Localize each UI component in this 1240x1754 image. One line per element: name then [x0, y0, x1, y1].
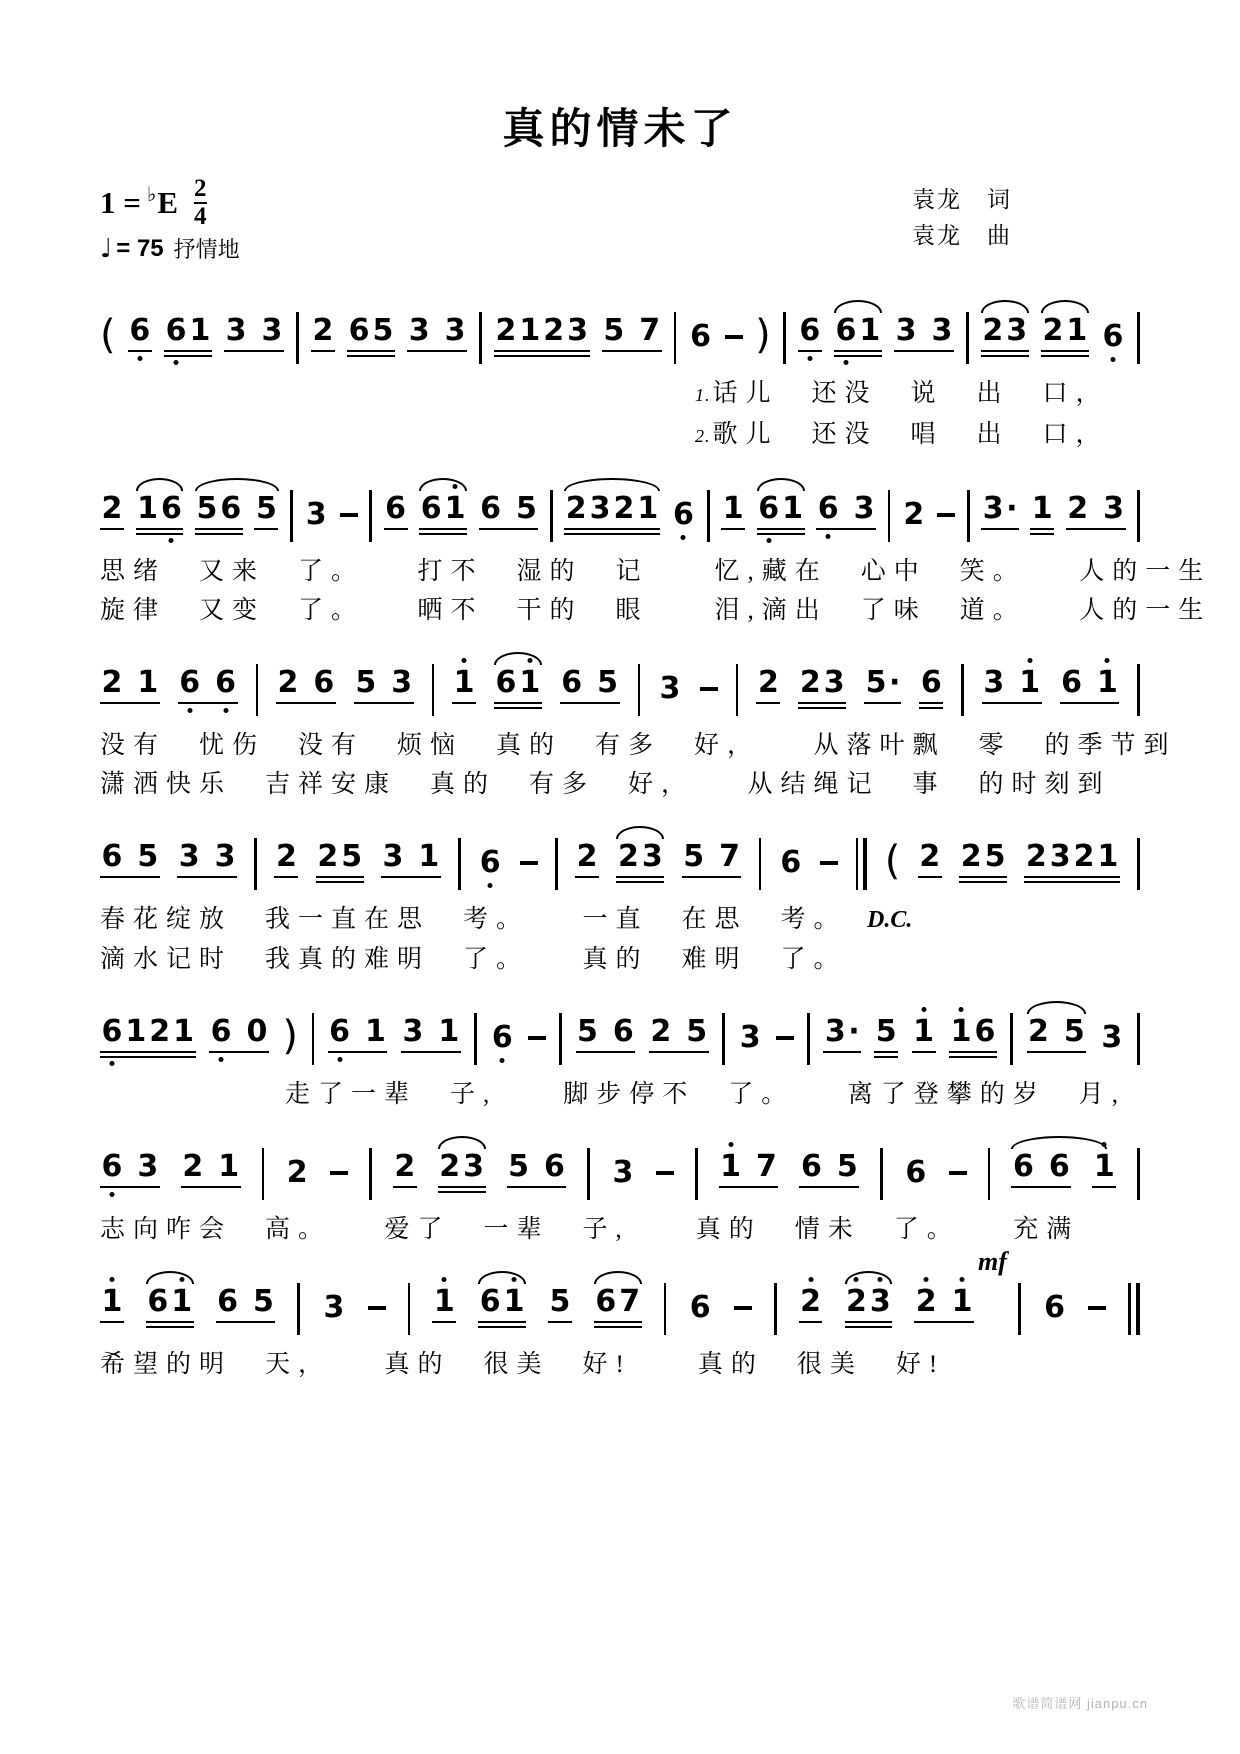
note-group: 2 5 — [959, 842, 1007, 878]
note-group: 3 3 — [407, 316, 467, 352]
note-group: 6 1 — [834, 316, 882, 352]
note-group: 6 — [780, 845, 802, 880]
note-group: 6 1 — [164, 316, 212, 352]
note-group: 1 — [912, 1017, 936, 1053]
barline — [559, 1013, 562, 1065]
dash-note — [520, 861, 538, 866]
note-group: 1 — [452, 668, 476, 704]
note-group: 2 5 — [1027, 1017, 1087, 1053]
barline — [759, 838, 762, 890]
da-capo-mark: D.C. — [867, 907, 913, 933]
note-group: 5 6 — [195, 494, 243, 530]
barline — [369, 1148, 372, 1200]
note-group: 5 — [548, 1287, 572, 1323]
barline — [555, 838, 558, 890]
note-group: 3 3 — [224, 316, 284, 352]
note-group: 1 — [1030, 494, 1054, 530]
lyrics-row: 走了一辈 子, 脚步停不 了。 离了登攀的岁 月, — [285, 1081, 1127, 1108]
note-group: 6 — [384, 494, 408, 530]
lyrics-row: 潇洒快乐 吉祥安康 真的 有多 好， 从结绳记 事 的时刻到 — [100, 771, 1111, 798]
note-group: 2 1 — [100, 668, 160, 704]
tempo-marking — [100, 233, 240, 264]
note-group: 3 — [323, 1290, 345, 1325]
note-group: 6 — [905, 1155, 927, 1190]
note-group: 6 5 — [799, 1152, 859, 1188]
note-group: 6 3 — [100, 1152, 160, 1188]
note-group: 6 — [479, 845, 501, 880]
barline — [432, 664, 435, 716]
note-group: 6 5 — [479, 494, 539, 530]
barline — [474, 1013, 477, 1065]
lyrics-row: 春花绽放 我一直在思 考。 一直 在思 考。 D.C. — [100, 906, 913, 933]
note-group: 3 — [739, 1020, 761, 1055]
note-group: 2 3 — [845, 1287, 893, 1323]
barline — [369, 490, 372, 542]
barline — [774, 1283, 777, 1335]
dash-note — [368, 1306, 386, 1311]
final-barline — [856, 838, 868, 890]
lyrics-row: 1.话儿 还没 说 出 口， — [695, 380, 1109, 407]
barline — [967, 490, 970, 542]
note-group: 3 1 — [381, 842, 441, 878]
barline — [1137, 664, 1140, 716]
note-group: 3 · — [981, 494, 1018, 530]
key-signature — [100, 176, 240, 229]
note-group: 6 — [690, 319, 712, 354]
note-group: 2 — [575, 842, 599, 878]
note-group: 5 7 — [602, 316, 662, 352]
note-group: 1 — [100, 1287, 124, 1323]
note-group: 6 6 — [1011, 1152, 1071, 1188]
note-group: 1 6 — [136, 494, 184, 530]
barline — [312, 1013, 315, 1065]
notes-row — [100, 662, 1140, 704]
note-group: 6 1 — [419, 494, 467, 530]
barline — [1137, 838, 1140, 890]
dash-note — [528, 1036, 546, 1041]
note-group: 2 — [286, 1155, 308, 1190]
note-group: 2 1 — [1041, 316, 1089, 352]
time-numerator: 2 — [194, 175, 207, 202]
note-group: 2 — [918, 842, 942, 878]
note-group: 6 1 — [478, 1287, 526, 1323]
note-group: 6 — [491, 1020, 513, 1055]
lyrics-row: 2.歌儿 还没 唱 出 口， — [695, 421, 1109, 448]
lyrics-row: 滴水记时 我真的难明 了。 真的 难明 了。 — [100, 946, 847, 973]
barline — [695, 1148, 698, 1200]
note-group: 5 — [874, 1017, 898, 1053]
note-group: 6 0 — [209, 1017, 269, 1053]
dynamic-label: mf — [978, 1247, 1007, 1276]
note-group: 6 1 2 1 — [100, 1017, 196, 1053]
note-group: 6 — [1044, 1290, 1065, 1325]
barline — [479, 312, 482, 364]
dash-note — [700, 687, 718, 692]
note-group: 5 3 — [354, 668, 414, 704]
note-group: 1 7 — [719, 1152, 779, 1188]
dash-note — [820, 861, 838, 866]
dash-note — [937, 513, 955, 518]
note-group: 2 — [274, 842, 298, 878]
key-prefix: 1 = — [100, 184, 141, 220]
note-group: 2 1 — [914, 1287, 974, 1323]
note-group: 3 1 — [982, 668, 1042, 704]
dash-note — [734, 1306, 752, 1311]
note-group: 6 — [128, 316, 152, 352]
dash-note — [949, 1171, 967, 1176]
barline — [290, 490, 293, 542]
barline — [966, 312, 969, 364]
note-group: 6 1 — [146, 1287, 194, 1323]
note-group: 6 1 — [328, 1017, 388, 1053]
barline — [1018, 1283, 1021, 1335]
barline — [722, 1013, 725, 1065]
notes-row — [100, 1011, 1140, 1059]
note-group: 2 1 — [181, 1152, 241, 1188]
note-group: 2 3 — [798, 668, 846, 704]
verse-number: 2. — [695, 426, 711, 446]
barline — [880, 1148, 883, 1200]
notation-line-6 — [100, 1146, 1140, 1249]
notation-line-1 — [100, 310, 1140, 456]
notes-row — [100, 836, 1140, 884]
note-group: 3 3 — [177, 842, 237, 878]
note-group: 1 6 — [949, 1017, 997, 1053]
note-group: 2 3 2 1 — [564, 494, 660, 530]
barline — [1010, 1013, 1013, 1065]
barline — [807, 1013, 810, 1065]
dash-note — [776, 1036, 794, 1041]
note-group: 2 — [756, 668, 780, 704]
barline — [458, 838, 461, 890]
note-group: 2 3 — [616, 842, 664, 878]
notes-row — [100, 488, 1140, 530]
time-denominator: 4 — [194, 202, 207, 230]
barline — [961, 664, 964, 716]
dash-note — [340, 513, 358, 518]
watermark: 歌谱简谱网 jianpu.cn — [1012, 1696, 1148, 1711]
note-group: 2 — [799, 1287, 823, 1323]
note-group: 6 3 — [816, 494, 876, 530]
notes-row — [100, 310, 1140, 358]
tempo-expression: 抒情地 — [173, 237, 240, 262]
note-group: 5 6 — [507, 1152, 567, 1188]
notes-row — [100, 1146, 1140, 1188]
lyrics-row: 没有 忧伤 没有 烦恼 真的 有多 好， 从落叶飘 零 的季节到 — [100, 732, 1177, 759]
note-group: 2 3 — [981, 316, 1029, 352]
lyrics-row: 旋律 又变 了。 晒不 干的 眼 泪,滴出 了味 道。 人的一生 — [100, 597, 1212, 624]
barline — [262, 1148, 265, 1200]
barline — [707, 490, 710, 542]
barline — [888, 490, 891, 542]
barline — [1137, 1148, 1140, 1200]
note-group: 2 — [393, 1152, 417, 1188]
note-group: 6 6 — [178, 668, 238, 704]
lyricist-credit: 袁龙 词 — [912, 187, 1012, 212]
barline — [254, 838, 257, 890]
notation-line-7 — [100, 1247, 1140, 1384]
note-group: 3 — [659, 671, 681, 706]
dash-note — [725, 335, 743, 340]
time-signature — [194, 176, 207, 229]
barline — [988, 1148, 991, 1200]
note-group: 2 1 2 3 — [494, 316, 590, 352]
note-group: 2 3 — [438, 1152, 486, 1188]
barline — [783, 312, 786, 364]
note-group: 2 5 — [649, 1017, 709, 1053]
note-group: 6 5 — [100, 842, 160, 878]
barline — [1137, 312, 1140, 364]
barline — [408, 1283, 411, 1335]
note-group: 6 — [689, 1290, 711, 1325]
note-group: 1 — [432, 1287, 456, 1323]
note-group: 1 — [1092, 1152, 1116, 1188]
note-group: 3 — [305, 497, 327, 532]
flat-icon: ♭ — [146, 181, 157, 206]
note-group: 1 — [721, 494, 745, 530]
score-header — [100, 176, 1140, 264]
barline — [674, 312, 677, 364]
lyrics-row: 思绪 又来 了。 打不 湿的 记 忆,藏在 心中 笑。 人的一生 — [100, 558, 1212, 585]
note-group: 3 · — [823, 1017, 860, 1053]
song-title: 真的情未了 — [502, 105, 738, 152]
note-group: 5 6 — [576, 1017, 636, 1053]
note-group: 6 — [919, 668, 943, 704]
note-group: 5 — [254, 494, 278, 530]
note-group: 2 — [311, 316, 335, 352]
notation-line-5 — [100, 1011, 1140, 1114]
note-group: 6 5 — [216, 1287, 276, 1323]
composer-credit: 袁龙 曲 — [912, 223, 1012, 248]
note-group: 6 5 — [560, 668, 620, 704]
note-group: 6 1 — [1060, 668, 1120, 704]
dash-note — [1088, 1306, 1106, 1311]
note-group: 3 3 — [894, 316, 954, 352]
dash-note — [330, 1171, 348, 1176]
barline — [736, 664, 739, 716]
barline — [550, 490, 553, 542]
barline — [297, 1283, 300, 1335]
key-tempo-block — [100, 176, 240, 264]
note-group: 3 1 — [401, 1017, 461, 1053]
note-group: 6 — [672, 497, 694, 532]
final-barline — [1128, 1283, 1140, 1335]
barline — [296, 312, 299, 364]
notation-line-4 — [100, 836, 1140, 979]
note-group: 6 5 — [347, 316, 395, 352]
parenthesis: ) — [755, 312, 771, 358]
note-group: 2 — [100, 494, 124, 530]
parenthesis: ( — [884, 838, 901, 884]
lyrics-row: 希望的明 天， 真的 很美 好! 真的 很美 好! — [100, 1351, 946, 1378]
notation-line-3 — [100, 662, 1177, 804]
note-group: 5 7 — [682, 842, 742, 878]
barline — [638, 664, 641, 716]
notes-row — [100, 1247, 1140, 1325]
note-group: 6 7 — [594, 1287, 642, 1323]
note-group: 6 — [1102, 319, 1124, 354]
key-note: E — [157, 184, 179, 220]
score — [100, 310, 1212, 1384]
parenthesis: ) — [282, 1013, 299, 1059]
note-group: 6 1 — [757, 494, 805, 530]
barline — [664, 1283, 667, 1335]
verse-number: 1. — [695, 385, 711, 405]
dash-note — [656, 1171, 674, 1176]
note-group: 6 — [798, 316, 822, 352]
note-group: 3 — [1101, 1020, 1123, 1055]
barline — [256, 664, 259, 716]
quarter-note-icon: ♩ — [100, 233, 113, 264]
note-group: 2 5 — [316, 842, 364, 878]
note-group: 2 3 — [1066, 494, 1126, 530]
note-group: 3 — [612, 1155, 634, 1190]
note-group: 2 6 — [276, 668, 336, 704]
tempo-value: = 75 — [116, 234, 164, 262]
barline — [1137, 490, 1140, 542]
notation-line-2 — [100, 488, 1212, 630]
barline — [1137, 1013, 1140, 1065]
barline — [587, 1148, 590, 1200]
lyrics-row: 志向咋会 高。 爱了 一辈 子, 真的 情未 了。 充满 — [100, 1216, 1080, 1243]
credits-block — [912, 182, 1012, 254]
note-group: 2 — [903, 497, 925, 532]
note-group: 6 1 — [494, 668, 542, 704]
note-group: 5 · — [864, 668, 901, 704]
note-group: 2 3 2 1 — [1024, 842, 1120, 878]
parenthesis: ( — [100, 312, 116, 358]
